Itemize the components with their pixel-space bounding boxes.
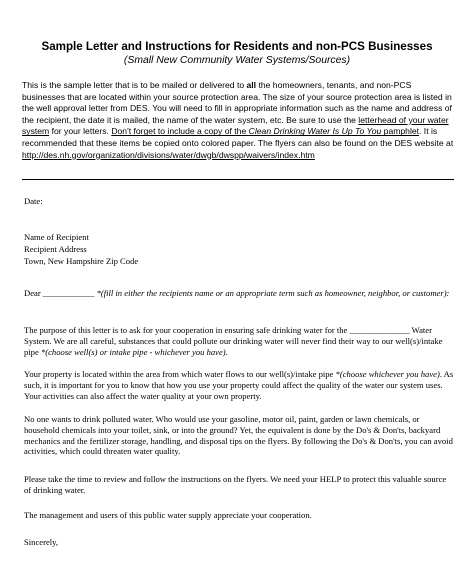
paragraph-property: [24, 369, 454, 401]
intro-dont-forget: Don't forget to include a copy of the: [111, 126, 249, 137]
property-text: Your property is located within the area from which water flows to our well(s)/intake pipe: [24, 369, 336, 379]
intro-letterhead: letterhead of your water system: [22, 114, 449, 137]
des-website-link[interactable]: http://des.nh.gov/organization/divisions/water/dwgb/dwspp/waivers/index.htm: [22, 149, 315, 160]
intro-text-1: This is the sample letter that is to be mailed or delivered to: [22, 80, 247, 90]
salutation: [24, 288, 454, 299]
intro-pamphlet-title: Clean Drinking Water Is Up To You: [248, 126, 382, 137]
recipient-name: Name of Recipient: [24, 232, 89, 242]
document-subtitle: (Small New Community Water Systems/Sources): [123, 55, 351, 66]
paragraph-appreciation: The management and users of this public water supply appreciate your cooperation.: [24, 510, 312, 520]
purpose-text: The purpose of this letter is to ask for your cooperation in ensuring safe drinking water for the ______________ Water System. We are all careful, substances that could pollute our drinking water will never find their way to our well(s)/intake pipe: [24, 325, 443, 357]
intro-text-3: for your letters.: [49, 126, 112, 137]
recipient-address: Recipient Address: [24, 244, 87, 254]
paragraph-review: Please take the time to review and follow the instructions on the flyers. We need your HELP to protect this valuable source of drinking water.: [24, 474, 447, 495]
salutation-note: *(fill in either the recipients name or an appropriate term such as homeowner, neighbor, or customer):: [96, 288, 450, 298]
divider-rule: [22, 179, 454, 180]
intro-all-bold: all: [246, 80, 257, 90]
property-text-end: . As such, it is important for you to know that how you use your property could affect the quality of the water our system uses. Your activities can also affect the water quality at your own property.: [24, 369, 454, 401]
intro-pamphlet: pamphlet: [381, 126, 420, 137]
property-note: *(choose whichever you have): [335, 369, 440, 379]
salutation-text: Dear ____________: [24, 288, 97, 298]
purpose-end: .: [225, 346, 228, 357]
closing: Sincerely,: [24, 537, 59, 547]
recipient-town: Town, New Hampshire Zip Code: [24, 256, 139, 266]
date-line: Date:: [24, 196, 43, 206]
instructions-paragraph: [22, 80, 454, 161]
document-title: Sample Letter and Instructions for Residents and non-PCS Businesses: [41, 40, 433, 53]
intro-text-5: . It is recommended that these items be copied onto colored paper. The flyers can also be found on the DES website at: [22, 126, 454, 148]
paragraph-purpose: [24, 325, 454, 357]
purpose-note: *(choose well(s) or intake pipe - whichever you have): [40, 346, 226, 357]
intro-text-2: the homeowners, tenants, and non-PCS businesses that are located within your source protection area. The size of your source protection area is listed in the well approval letter from DES. You will need to fill in appropriate information such as the name and address of the recipient, the date it is mailed, the name of the water system, etc. Be sure to use the: [22, 80, 452, 125]
paragraph-pollution: No one wants to drink polluted water. Who would use your gasoline, motor oil, paint, garden or lawn chemicals, or household chemicals into your toilet, sink, or into the ground? Yet, the equivalent is done by the Do's & Don'ts, backyard mechanics and the fertilizer storage, handling, and disposal tips on the flyers. By following the Do's & Don'ts, you can avoid activities, which could threaten water quality.: [24, 414, 453, 457]
